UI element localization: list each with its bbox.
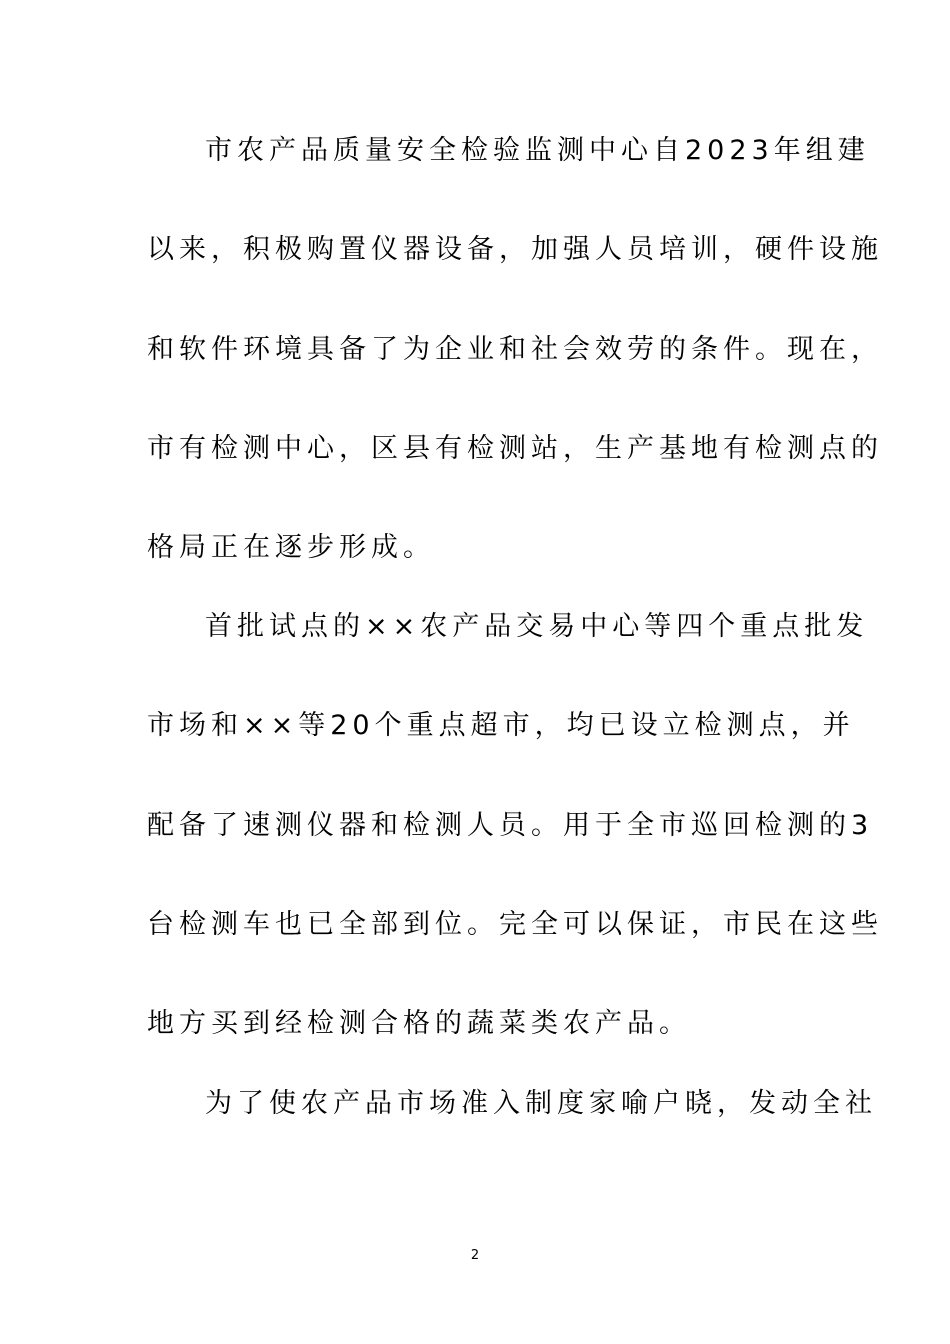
paragraph-1-line-1: 市农产品质量安全检验监测中心自2023年组建	[205, 135, 870, 166]
paragraph-2-line-3: 配备了速测仪器和检测人员。用于全市巡回检测的3	[147, 810, 874, 841]
paragraph-2-line-4: 台检测车也已全部到位。完全可以保证，市民在这些	[147, 909, 883, 940]
paragraph-1-line-4: 市有检测中心，区县有检测站，生产基地有检测点的	[147, 433, 883, 464]
paragraph-3-line-1: 为了使农产品市场准入制度家喻户晓，发动全社	[205, 1088, 877, 1119]
paragraph-1-line-2: 以来，积极购置仪器设备，加强人员培训，硬件设施	[147, 234, 883, 265]
paragraph-1-line-3: 和软件环境具备了为企业和社会效劳的条件。现在，	[147, 334, 883, 365]
paragraph-2-line-2: 市场和××等20个重点超市，均已设立检测点，并	[147, 710, 855, 741]
paragraph-1-line-5: 格局正在逐步形成。	[147, 532, 435, 563]
paragraph-2-line-5: 地方买到经检测合格的蔬菜类农产品。	[147, 1008, 691, 1039]
paragraph-2-line-1: 首批试点的××农产品交易中心等四个重点批发	[205, 611, 869, 642]
page-number: 2	[470, 1248, 480, 1263]
